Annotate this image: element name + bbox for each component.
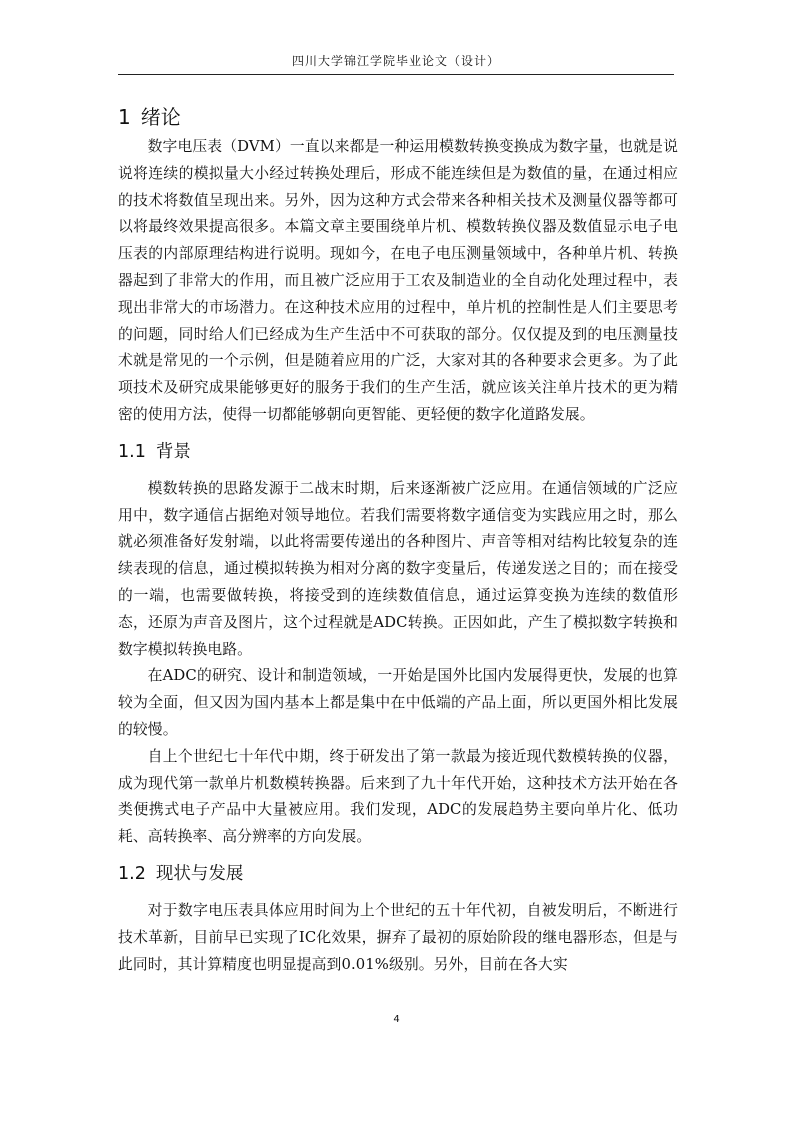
page-body <box>118 100 678 978</box>
chapter-number: 1 <box>118 105 131 129</box>
paragraph: 对于数字电压表具体应用时间为上个世纪的五十年代初，自被发明后，不断进行技术革新，目前早已实现了IC化效果，摒弃了最初的原始阶段的继电器形态，但是与此同时，其计算精度也明显提高到0.01%级别。另外，目前在各大实 <box>118 901 678 973</box>
chapter-heading <box>118 100 678 134</box>
section-number: 1.1 <box>118 441 146 462</box>
section-heading-background <box>118 436 678 468</box>
paragraph: 在ADC的研究、设计和制造领域，一开始是国外比国内发展得更快，发展的也算较为全面，但又因为国内基本上都是集中在中低端的产品上面，所以更国外相比发展的较慢。 <box>118 667 678 738</box>
page-number: 4 <box>393 1014 400 1025</box>
paragraph: 模数转换的思路发源于二战末时期，后来逐渐被广泛应用。在通信领域的广泛应用中，数字通信占据绝对领导地位。若我们需要将数字通信变为实践应用之时，那么就必须准备好发射端，以此将需要传递出的各种图片、声音等相对结构比较复杂的连续表现的信息，通过模拟转换为相对分离的数字变量后，传递发送之目的；而在接受的一端，也需要做转换，将接受到的连续数值信息，通过运算变换为连续的数值形态，还原为声音及图片，这个过程就是ADC转换。正因如此，产生了模拟数字转换和数字模拟转换电路。 <box>118 479 678 658</box>
running-header: 四川大学锦江学院毕业论文（设计） <box>291 54 500 68</box>
paragraph: 数字电压表（DVM）一直以来都是一种运用模数转换变换成为数字量，也就是说说将连续的模拟量大小经过转换处理后，形成不能连续但是为数值的量，在通过相应的技术将数值呈现出来。另外，因为这种方式会带来各种相关技术及测量仪器等都可以将最终效果提高很多。本篇文章主要围绕单片机、模数转换仪器及数值显示电子电压表的内部原理结构进行说明。现如今，在电子电压测量领域中，各种单片机、转换器起到了非常大的作用，而且被广泛应用于工农及制造业的全自动化处理过程中，表现出非常大的市场潜力。在这种技术应用的过程中，单片机的控制性是人们主要思考的问题，同时给人们已经成为生产生活中不可获取的部分。仅仅提及到的电压测量技术就是常见的一个示例，但是随着应用的广泛，大家对其的各种要求会更多。为了此项技术及研究成果能够更好的服务于我们的生产生活，就应该关注单片技术的更为精密的使用方法，使得一切都能够朝向更智能、更轻便的数字化道路发展。 <box>118 138 678 423</box>
section-number: 1.2 <box>118 863 146 884</box>
section-heading-status <box>118 858 678 890</box>
header-rule <box>118 74 674 75</box>
paragraph: 自上个世纪七十年代中期，终于研发出了第一款最为接近现代数模转换的仪器，成为现代第一款单片机数模转换器。后来到了九十年代开始，这种技术方法开始在各类便携式电子产品中大量被应用。我们发现，ADC的发展趋势主要向单片化、低功耗、高转换率、高分辨率的方向发展。 <box>118 747 678 846</box>
chapter-title: 绪论 <box>140 105 181 129</box>
section-title: 现状与发展 <box>155 863 244 884</box>
section-title: 背景 <box>155 441 191 462</box>
